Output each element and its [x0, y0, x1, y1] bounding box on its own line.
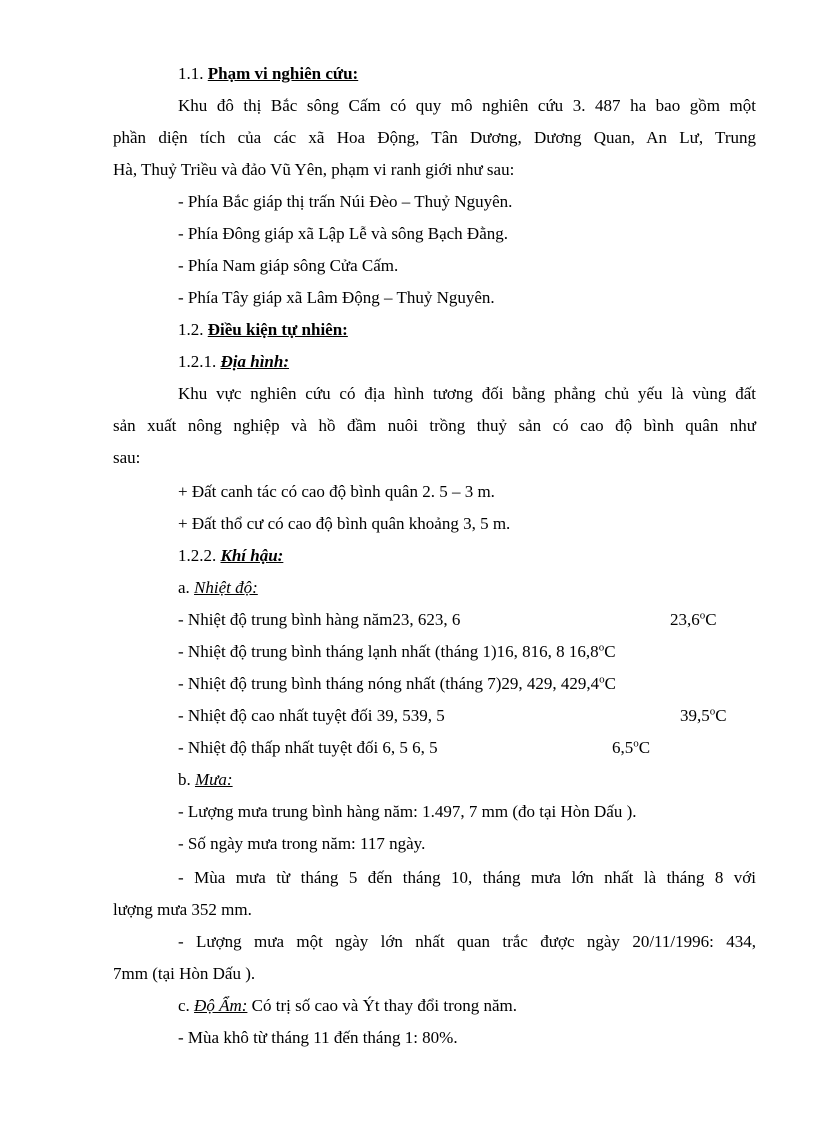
degree-symbol: o [598, 641, 605, 654]
section-title: Khí hậu: [220, 546, 284, 565]
subsection-prefix: b. [178, 770, 195, 789]
paragraph-line: sau: [113, 448, 141, 467]
temperature-row [178, 636, 616, 668]
subsection-heading-humidity [178, 990, 517, 1022]
paragraph-line: - Mùa mưa từ tháng 5 đến tháng 10, tháng mưa lớn nhất là tháng 8 với [178, 868, 756, 887]
paragraph-line: Khu vực nghiên cứu có địa hình tương đối bằng phẳng chủ yếu là vùng đất [178, 384, 756, 403]
paragraph-line: sản xuất nông nghiệp và hồ đầm nuôi trồng thuỷ sản có cao độ bình quân như [113, 416, 756, 435]
temperature-label: - Nhiệt độ thấp nhất tuyệt đối 6, 5 6, 5 [178, 738, 438, 757]
list-item: - Phía Nam giáp sông Cửa Cấm. [178, 256, 399, 275]
list-item: - Phía Bắc giáp thị trấn Núi Đèo – Thuỷ Nguyên. [178, 192, 513, 211]
temperature-label: - Nhiệt độ cao nhất tuyệt đối 39, 539, 5 [178, 706, 445, 725]
section-title: Điều kiện tự nhiên: [207, 320, 348, 339]
value-number: 23,6 [670, 610, 700, 629]
degree-symbol: o [709, 705, 716, 718]
value-unit: C [604, 642, 616, 661]
section-title: Phạm vi nghiên cứu: [207, 64, 359, 83]
section-number: 1.2.2. [178, 546, 221, 565]
section-1-2-heading [178, 314, 348, 346]
subsection-prefix: c. [178, 996, 195, 1015]
subsection-text: Có trị số cao và Ýt thay đổi trong năm. [247, 996, 517, 1015]
paragraph-line: Hà, Thuỷ Triều và đảo Vũ Yên, phạm vi ranh giới như sau: [113, 160, 515, 179]
temperature-label: - Nhiệt độ trung bình hàng năm23, 623, 6 [178, 610, 461, 629]
section-number: 1.1. [178, 64, 208, 83]
temperature-row [178, 700, 445, 732]
section-title: Địa hình: [220, 352, 289, 371]
value-unit: C [604, 674, 617, 693]
value-number: 6,5 [612, 738, 634, 757]
list-item: - Phía Tây giáp xã Lâm Động – Thuỷ Nguyên. [178, 288, 495, 307]
list-item: - Mùa khô từ tháng 11 đến tháng 1: 80%. [178, 1028, 458, 1047]
list-item: - Số ngày mưa trong năm: 117 ngày. [178, 834, 426, 853]
paragraph-line: phần diện tích của các xã Hoa Động, Tân Dương, Dương Quan, An Lư, Trung [113, 128, 756, 147]
degree-symbol: o [699, 609, 706, 622]
value-unit: C [638, 738, 651, 757]
section-1-1-heading [178, 58, 358, 90]
degree-symbol: o [599, 673, 605, 686]
subsection-title: Độ Ẩm: [194, 996, 248, 1015]
temperature-row [178, 668, 616, 700]
temperature-row [178, 732, 438, 764]
value-unit: C [705, 610, 717, 629]
section-number: 1.2.1. [178, 352, 221, 371]
section-1-2-1-heading [178, 346, 289, 378]
paragraph-line: Khu đô thị Bắc sông Cấm có quy mô nghiên cứu 3. 487 ha bao gồm một [178, 96, 756, 115]
subsection-heading-rain [178, 764, 233, 796]
paragraph-line: - Lượng mưa một ngày lớn nhất quan trắc được ngày 20/11/1996: 434, [178, 932, 756, 951]
list-item: - Lượng mưa trung bình hàng năm: 1.497, 7 mm (đo tại Hòn Dấu ). [178, 802, 637, 821]
subsection-prefix: a. [178, 578, 195, 597]
subsection-title: Nhiệt độ: [194, 578, 258, 597]
temperature-label: - Nhiệt độ trung bình tháng lạnh nhất (tháng 1)16, 816, 8 16,8 [178, 642, 599, 661]
list-item: - Phía Đông giáp xã Lập Lễ và sông Bạch Đằng. [178, 224, 508, 243]
subsection-title: Mưa: [195, 770, 233, 789]
list-item: + Đất thổ cư có cao độ bình quân khoảng 3, 5 m. [178, 514, 511, 533]
temperature-value [680, 700, 727, 732]
temperature-value [612, 732, 650, 764]
section-number: 1.2. [178, 320, 208, 339]
temperature-row [178, 604, 460, 636]
value-unit: C [715, 706, 727, 725]
paragraph-line: lượng mưa 352 mm. [113, 900, 252, 919]
list-item: + Đất canh tác có cao độ bình quân 2. 5 – 3 m. [178, 482, 495, 501]
subsection-heading-temperature [178, 572, 258, 604]
temperature-label: - Nhiệt độ trung bình tháng nóng nhất (tháng 7)29, 429, 429,4 [178, 674, 600, 693]
temperature-value [670, 604, 717, 636]
section-1-2-2-heading [178, 540, 283, 572]
degree-symbol: o [633, 737, 639, 750]
paragraph-line: 7mm (tại Hòn Dấu ). [113, 964, 256, 983]
value-number: 39,5 [680, 706, 710, 725]
